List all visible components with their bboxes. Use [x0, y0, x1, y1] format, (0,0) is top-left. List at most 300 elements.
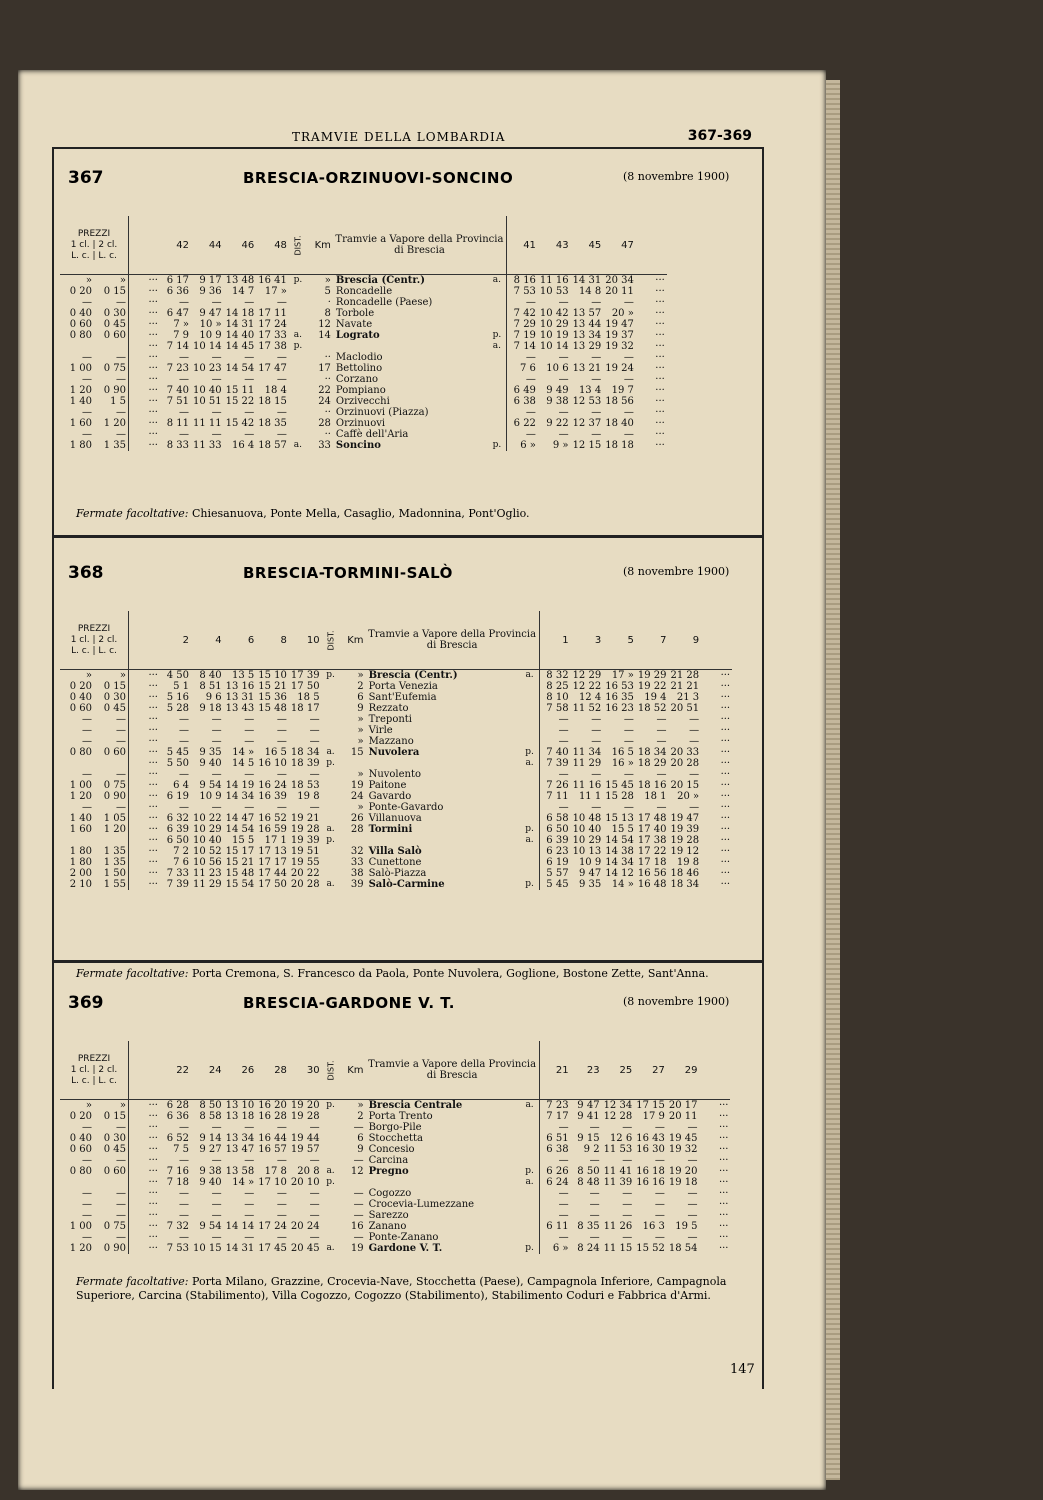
return-time: 14 34 [605, 857, 634, 868]
dots-cell: ··· [148, 879, 158, 890]
return-time: 18 29 [637, 758, 667, 769]
price-class-1: — [82, 429, 92, 440]
train-number-up: 43 [538, 216, 571, 275]
km-value: 6 [357, 1133, 364, 1144]
dots-cell: ··· [148, 835, 158, 846]
departure-time: 15 21 [225, 857, 255, 868]
arr-dep-marker [289, 374, 307, 385]
currency-label-1: L. c. [71, 1075, 90, 1086]
departure-time: — [211, 352, 222, 363]
departure-time: 18 35 [258, 418, 287, 429]
arr-dep-marker-right [521, 1155, 540, 1166]
timetable-row [60, 1144, 730, 1155]
train-number-up: 21 [539, 1041, 571, 1100]
departure-time: — [211, 725, 222, 736]
dots-cell: ··· [720, 857, 731, 868]
price-class-1: — [82, 1122, 92, 1133]
return-time: 20 17 [668, 1100, 698, 1111]
departure-time: 20 28 [290, 879, 320, 890]
arr-dep-marker [289, 319, 307, 330]
dots-cell: ··· [720, 835, 731, 846]
return-time: 21 21 [670, 681, 700, 692]
departure-time: 15 22 [225, 396, 255, 407]
arr-dep-marker-right [521, 1133, 540, 1144]
return-time: 9 49 [546, 385, 569, 396]
timetable-row [60, 341, 667, 352]
arr-dep-marker: p. [326, 758, 335, 768]
price-class-1: 1 40 [69, 813, 92, 824]
departure-time: 14 54 [225, 363, 255, 374]
return-time: 8 32 [539, 670, 571, 682]
timetable-row [60, 308, 667, 319]
dots-cell: ··· [148, 1210, 158, 1221]
departure-time: 17 33 [258, 330, 287, 341]
return-time: 16 18 [636, 1166, 665, 1177]
price-class-2: 0 15 [94, 1111, 129, 1122]
departure-time: 9 18 [199, 703, 222, 714]
currency-label-2: L. c. [98, 1075, 117, 1086]
station-name: Pregno [368, 1166, 409, 1177]
departure-time: 17 10 [258, 1177, 287, 1188]
class2-label: 2 cl. [98, 634, 118, 645]
departure-time: 10 9 [199, 791, 222, 802]
arr-dep-marker-right [488, 352, 507, 363]
km-value: » [324, 275, 331, 286]
departure-time: — [276, 374, 287, 385]
timetable-row [60, 396, 667, 407]
departure-time: 19 20 [290, 1100, 320, 1111]
return-time: 7 26 [539, 780, 571, 791]
km-value: 14 [318, 330, 331, 341]
km-value: 9 [357, 703, 364, 714]
departure-time: 16 59 [258, 824, 287, 835]
station-name: Cogozzo [368, 1188, 412, 1199]
dots-cell: ··· [655, 429, 665, 440]
train-number-up: 47 [603, 216, 636, 275]
price-class-2: 1 55 [94, 879, 129, 890]
departure-time: — [309, 1232, 320, 1243]
km-value: 32 [350, 846, 364, 857]
arr-dep-marker-right: p. [525, 879, 534, 889]
return-time: 6 50 [539, 824, 571, 835]
arr-dep-marker-right: p. [525, 1243, 534, 1253]
return-time: 17 18 [637, 857, 667, 868]
prices-label: PREZZI [77, 228, 111, 239]
arr-dep-marker [322, 681, 340, 692]
timetable-header-row [60, 216, 667, 275]
km-value: 15 [350, 747, 364, 758]
departure-time: — [244, 1155, 255, 1166]
departure-time: 9 17 [199, 275, 222, 286]
return-time: — [623, 297, 634, 308]
return-time: 8 25 [539, 681, 571, 692]
departure-time: 7 6 [173, 857, 189, 868]
return-time: 9 15 [577, 1133, 600, 1144]
arr-dep-marker-right [521, 868, 540, 879]
train-number-down: 30 [289, 1041, 322, 1100]
return-time: 18 16 [637, 780, 667, 791]
dots-cell: ··· [148, 1188, 158, 1199]
timetable-row [60, 1122, 730, 1133]
km-value: 22 [318, 385, 331, 396]
return-time: 19 20 [668, 1166, 698, 1177]
class-labels: 1 cl. | 2 cl. [70, 634, 118, 645]
return-time: 19 39 [670, 824, 700, 835]
departure-time: — [211, 407, 222, 418]
km-value: 2 [357, 1111, 364, 1122]
arr-dep-marker [289, 407, 307, 418]
arr-dep-marker-right [521, 703, 540, 714]
dots-cell: ··· [718, 1232, 729, 1243]
departure-time: 17 24 [258, 319, 287, 330]
departure-time: — [179, 374, 189, 385]
price-class-1: — [82, 407, 92, 418]
departure-time: — [179, 1155, 189, 1166]
price-header [60, 216, 129, 275]
return-time: — [654, 1122, 665, 1133]
price-class-2: — [94, 725, 129, 736]
departure-time: — [179, 429, 189, 440]
dots-cell: ··· [655, 407, 665, 418]
station-name [366, 1177, 521, 1188]
return-time: 15 5 [611, 824, 634, 835]
departure-time: 13 58 [225, 1166, 255, 1177]
timetable-row [60, 1199, 730, 1210]
return-time: — [506, 407, 538, 418]
departure-time: 8 50 [199, 1100, 222, 1111]
km-value: 19 [350, 780, 364, 791]
timetable-header-row [60, 1041, 730, 1100]
departure-time: — [276, 1122, 287, 1133]
price-class-2: 0 45 [94, 703, 129, 714]
station-name: Porta Trento [368, 1111, 433, 1122]
return-time: 8 24 [577, 1243, 600, 1254]
arr-dep-marker-right [521, 1221, 540, 1232]
dots-cell: ··· [718, 1133, 729, 1144]
departure-time: — [276, 1210, 287, 1221]
price-class-1: — [82, 297, 92, 308]
departure-time: 13 10 [225, 1100, 255, 1111]
station-name: Salò-Piazza [368, 868, 427, 879]
station-name: Gavardo [368, 791, 412, 802]
departure-time: — [179, 802, 189, 813]
arr-dep-marker-right [521, 1188, 540, 1199]
arr-dep-marker: a. [293, 440, 303, 450]
arr-dep-marker-right: a. [525, 670, 534, 680]
km-value: » [357, 714, 364, 725]
operator-header: Tramvie a Vapore della Provincia di Brescia [366, 1041, 540, 1100]
price-class-2: — [94, 1232, 129, 1243]
return-time: — [623, 802, 634, 813]
departure-time: 15 11 [225, 385, 255, 396]
price-class-1: 1 00 [69, 363, 92, 374]
departure-time: — [244, 352, 255, 363]
price-class-2: — [94, 1155, 129, 1166]
departure-time: — [179, 714, 189, 725]
station-name: Brescia Centrale [368, 1100, 463, 1111]
dots-cell: ··· [148, 714, 158, 725]
dots-cell: ··· [148, 670, 158, 681]
departure-time: 10 22 [193, 813, 222, 824]
dots-cell: ··· [148, 1133, 158, 1144]
return-time: 19 7 [611, 385, 634, 396]
timetable-row [60, 1210, 730, 1221]
dots-cell: ··· [655, 418, 665, 429]
station-name: Villanuova [368, 813, 422, 824]
return-time: — [622, 1199, 633, 1210]
optional-stops-label: Fermate facoltative: [76, 507, 189, 520]
departure-time: — [276, 1155, 287, 1166]
departure-time: — [309, 1210, 320, 1221]
departure-time: 7 16 [166, 1166, 189, 1177]
arr-dep-marker-right: p. [492, 330, 502, 340]
timetable-row [60, 758, 732, 769]
return-time: 19 32 [668, 1144, 698, 1155]
departure-time: 6 47 [166, 308, 189, 319]
dots-cell: ··· [718, 1199, 729, 1210]
km-value: 16 [350, 1221, 364, 1232]
return-time: 14 » [611, 879, 634, 890]
dist-header: DIST. [322, 611, 340, 670]
dots-cell: ··· [148, 440, 158, 451]
return-time: — [589, 1122, 600, 1133]
return-time: 19 28 [670, 835, 700, 846]
return-time: 16 35 [605, 692, 634, 703]
departure-time: 19 21 [290, 813, 320, 824]
arr-dep-marker-right [488, 374, 507, 385]
return-time: — [591, 714, 602, 725]
return-time: 12 22 [572, 681, 602, 692]
departure-time: — [179, 1210, 189, 1221]
km-value: 26 [350, 813, 364, 824]
arr-dep-marker-right [521, 1144, 540, 1155]
return-time: — [689, 769, 700, 780]
timetable-row [60, 824, 732, 835]
arr-dep-marker-right [521, 692, 540, 703]
return-time: 17 38 [637, 835, 667, 846]
departure-time: 9 54 [199, 780, 222, 791]
departure-time: 10 23 [193, 363, 222, 374]
departure-time: 6 50 [166, 835, 189, 846]
km-value: — [353, 1122, 364, 1133]
arr-dep-marker-right: a. [525, 758, 534, 768]
arr-dep-marker-right: a. [492, 341, 502, 351]
price-class-1: » [85, 670, 92, 681]
departure-time: — [309, 725, 320, 736]
return-time: 20 15 [670, 780, 700, 791]
dots-cell: ··· [148, 308, 158, 319]
return-time: 19 24 [605, 363, 634, 374]
price-class-1: 0 40 [69, 692, 92, 703]
departure-time: 16 44 [258, 1133, 287, 1144]
return-time: 18 18 [605, 440, 634, 451]
station-name: Cunettone [368, 857, 422, 868]
arr-dep-marker [322, 1232, 340, 1243]
departure-time: 13 5 [232, 670, 255, 681]
departure-time: 8 51 [199, 681, 222, 692]
return-time: 9 22 [546, 418, 569, 429]
return-time: — [687, 1155, 698, 1166]
km-value: 28 [318, 418, 331, 429]
class1-label: 1 cl. [70, 634, 90, 645]
price-class-2: — [94, 407, 129, 418]
departure-time: 10 14 [193, 341, 222, 352]
departure-time: 13 34 [225, 1133, 255, 1144]
price-class-2: 1 20 [94, 824, 129, 835]
dots-cell: ··· [720, 670, 731, 681]
return-time: 5 45 [539, 879, 571, 890]
return-time: 18 34 [670, 879, 700, 890]
section-header [58, 160, 758, 190]
arr-dep-marker [322, 868, 340, 879]
dots-cell: ··· [655, 352, 665, 363]
arr-dep-marker-right: p. [492, 440, 502, 450]
departure-time: 13 31 [225, 692, 255, 703]
timetable-row [60, 846, 732, 857]
dots-cell: ··· [148, 407, 158, 418]
km-value: ·· [324, 352, 331, 363]
station-name: Maclodio [335, 352, 383, 363]
train-header-spacer [701, 611, 732, 670]
train-number-down: 42 [160, 216, 191, 275]
dots-cell: ··· [148, 330, 158, 341]
arr-dep-marker: p. [293, 275, 303, 285]
section-header [58, 985, 758, 1015]
departure-time: — [276, 1188, 287, 1199]
price-class-1: 1 20 [69, 1243, 92, 1254]
km-value: 28 [350, 824, 364, 835]
departure-time: — [179, 1199, 189, 1210]
price-header [60, 611, 129, 670]
departure-time: 6 36 [166, 1111, 189, 1122]
departure-time: — [244, 1188, 255, 1199]
return-time: 17 40 [637, 824, 667, 835]
departure-time: 6 39 [166, 824, 189, 835]
dots-cell: ··· [148, 1144, 158, 1155]
arr-dep-marker-right [521, 1122, 540, 1133]
price-class-1: 0 40 [69, 308, 92, 319]
km-value [340, 835, 366, 846]
departure-time: 6 19 [166, 791, 189, 802]
return-time: 19 32 [605, 341, 634, 352]
departure-time: — [179, 1232, 189, 1243]
class2-label: 2 cl. [98, 239, 118, 250]
departure-time: 17 1 [264, 835, 287, 846]
departure-time: — [276, 725, 287, 736]
timetable-row [60, 352, 667, 363]
timetable-row [60, 297, 667, 308]
station-name: Corzano [335, 374, 379, 385]
departure-time: — [179, 297, 189, 308]
station-name: Bettolino [335, 363, 383, 374]
km-value: 17 [318, 363, 331, 374]
return-time: 13 4 [578, 385, 602, 396]
departure-time: 16 5 [264, 747, 287, 758]
return-time: 7 19 [506, 330, 538, 341]
dots-cell: ··· [720, 692, 731, 703]
departure-time: 20 10 [290, 1177, 320, 1188]
return-time: 11 53 [603, 1144, 633, 1155]
return-time: 11 26 [603, 1221, 633, 1232]
return-time: 12 34 [603, 1100, 633, 1111]
price-class-2 [94, 341, 129, 352]
section-number: 367 [68, 168, 104, 188]
return-time: 7 23 [539, 1100, 571, 1112]
price-class-1: 0 80 [69, 747, 92, 758]
departure-time: 13 48 [225, 275, 255, 286]
station-name [366, 835, 521, 846]
station-name: Nuvolera [368, 747, 420, 758]
departure-time: — [244, 297, 255, 308]
return-time: 7 58 [539, 703, 571, 714]
price-class-2: — [94, 374, 129, 385]
departure-time: — [309, 1199, 320, 1210]
section-date: (8 novembre 1900) [623, 995, 730, 1008]
arr-dep-marker-right: a. [525, 835, 534, 845]
return-time: 19 47 [605, 319, 634, 330]
timetable-row [60, 857, 732, 868]
departure-time: 16 39 [258, 791, 287, 802]
section-date: (8 novembre 1900) [623, 565, 730, 578]
station-name [366, 758, 521, 769]
return-time: 21 3 [676, 692, 700, 703]
km-value: 12 [318, 319, 331, 330]
price-class-2: — [94, 736, 129, 747]
return-time: 8 16 [506, 275, 538, 287]
arr-dep-marker [322, 692, 340, 703]
dots-cell: ··· [718, 1188, 729, 1199]
km-value: » [357, 725, 364, 736]
return-time: 6 » [539, 1243, 571, 1254]
return-time: — [689, 736, 700, 747]
departure-time: — [211, 429, 222, 440]
return-time: 10 29 [539, 319, 569, 330]
return-time: 19 8 [676, 857, 700, 868]
dots-cell: ··· [148, 780, 158, 791]
timetable-row [60, 1221, 730, 1232]
dots-cell: ··· [718, 1111, 729, 1122]
dots-cell: ··· [655, 308, 665, 319]
optional-stops-list: Porta Cremona, S. Francesco da Paola, Ponte Nuvolera, Goglione, Bostone Zette, Sant'Anna. [192, 967, 709, 980]
dots-cell: ··· [148, 703, 158, 714]
departure-time: — [309, 1188, 320, 1199]
departure-time: — [309, 1122, 320, 1133]
return-time: — [539, 1210, 571, 1221]
return-time: 10 40 [572, 824, 602, 835]
return-time: — [539, 802, 571, 813]
return-time: 11 16 [539, 275, 569, 286]
dots-cell: ··· [148, 725, 158, 736]
station-name: Roncadelle [335, 286, 393, 297]
departure-time: 19 51 [290, 846, 320, 857]
dots-cell: ··· [148, 1122, 158, 1133]
return-time: 15 28 [605, 791, 634, 802]
timetable-row [60, 1155, 730, 1166]
departure-time: 20 24 [290, 1221, 320, 1232]
dots-cell: ··· [148, 297, 158, 308]
currency-labels: L. c. | L. c. [71, 250, 117, 261]
price-class-2: 0 90 [94, 1243, 129, 1254]
dots-cell: ··· [148, 363, 158, 374]
return-time: — [687, 1210, 698, 1221]
timetable-row [60, 286, 667, 297]
train-number-up: 1 [539, 611, 571, 670]
return-time: 19 29 [637, 670, 667, 681]
dots-cell: ··· [148, 747, 158, 758]
dots-cell: ··· [720, 681, 731, 692]
page-number: 147 [730, 1362, 755, 1377]
currency-label-2: L. c. [98, 250, 117, 261]
